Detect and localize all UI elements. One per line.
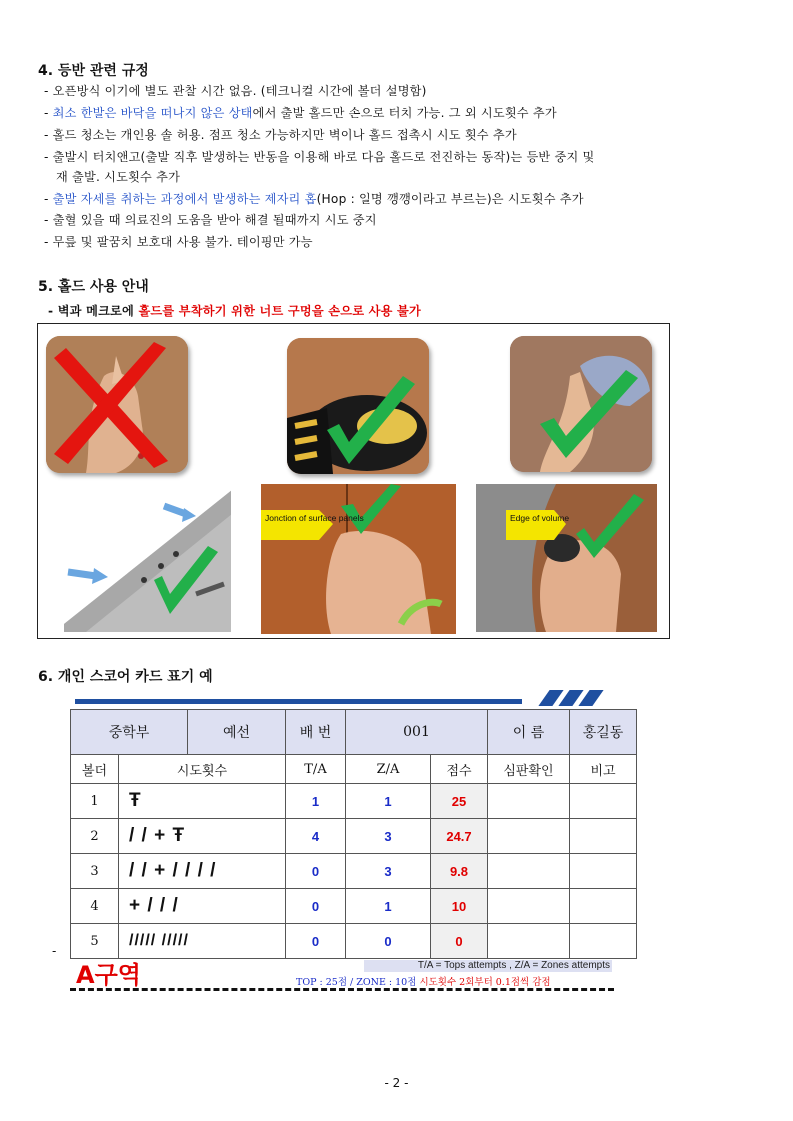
ta-value: 0	[286, 854, 346, 889]
za-value: 3	[346, 854, 431, 889]
rule-line-4b: 재 출발. 시도횟수 추가	[56, 170, 181, 184]
boulder-number: 4	[71, 889, 119, 924]
card-header-row	[71, 755, 637, 784]
rule-line-5: - 출발 자세를 취하는 과정에서 발생하는 제자리 홉(Hop : 일명 깽깽이라고 부르는)은 시도횟수 추가	[44, 192, 584, 206]
card-banner-stripe	[578, 690, 603, 706]
photo-hand-on-hold-allowed	[287, 338, 429, 474]
header-note: 비고	[570, 755, 637, 784]
score-value: 25	[431, 784, 488, 819]
score-value: 9.8	[431, 854, 488, 889]
note-cell	[570, 889, 637, 924]
zone-label: A구역	[76, 961, 141, 989]
za-value: 3	[346, 819, 431, 854]
header-za: Z/A	[346, 755, 431, 784]
ta-value: 0	[286, 889, 346, 924]
stray-dash: -	[52, 944, 57, 958]
photo-finger-in-hold-allowed	[510, 336, 652, 472]
legend-scoring: TOP : 25점 / ZONE : 10점 시도횟수 2회부터 0.1점씩 감점	[296, 977, 551, 988]
judge-cell	[488, 784, 570, 819]
attempt-marks: / / + / / / /	[119, 854, 286, 889]
judge-cell	[488, 854, 570, 889]
za-value: 1	[346, 784, 431, 819]
rule-line-7: - 무릎 및 팔꿈치 보호대 사용 불가. 테이핑만 가능	[44, 235, 313, 249]
photo-volume-nut-holes	[46, 484, 231, 632]
attempt-marks: + / / /	[119, 889, 286, 924]
legend-abbreviations: T/A = Tops attempts , Z/A = Zones attempts	[364, 960, 612, 972]
boulder-number: 5	[71, 924, 119, 959]
hold-note: - 벽과 메크로에 홀드를 부착하기 위한 너트 구멍을 손으로 사용 불가	[48, 304, 421, 318]
card-cut-line	[70, 988, 614, 991]
rule-line-2-highlight: 최소 한발은 바닥을 떠나지 않은 상태	[52, 106, 253, 120]
table-row	[71, 784, 637, 819]
judge-cell	[488, 924, 570, 959]
za-value: 1	[346, 889, 431, 924]
boulder-number: 3	[71, 854, 119, 889]
score-value: 10	[431, 889, 488, 924]
page-number: - 2 -	[384, 1076, 409, 1090]
za-value: 0	[346, 924, 431, 959]
table-row	[71, 819, 637, 854]
section-6-heading: 6. 개인 스코어 카드 표기 예	[38, 669, 213, 685]
boulder-number: 2	[71, 819, 119, 854]
attempt-marks: Ŧ	[119, 784, 286, 819]
note-cell	[570, 854, 637, 889]
bib-number-cell: 001	[346, 710, 488, 755]
round-cell: 예선	[188, 710, 286, 755]
rule-line-3: - 홀드 청소는 개인용 솔 허용. 점프 청소 가능하지만 벽이나 홀드 접촉시 시도 횟수 추가	[44, 128, 517, 142]
photo-edge-of-volume	[476, 484, 657, 632]
header-ta: T/A	[286, 755, 346, 784]
rule-line-2: - 최소 한발은 바닥을 떠나지 않은 상태에서 출발 홀드만 손으로 터치 가능. 그 외 시도횟수 추가	[44, 106, 557, 120]
rule-line-5-highlight: 출발 자세를 취하는 과정에서 발생하는 제자리 홉	[52, 192, 317, 206]
table-row	[71, 924, 637, 959]
header-attempts: 시도횟수	[119, 755, 286, 784]
ta-value: 4	[286, 819, 346, 854]
card-info-row	[71, 710, 637, 755]
name-value-cell: 홍길동	[570, 710, 637, 755]
table-row	[71, 854, 637, 889]
note-cell	[570, 924, 637, 959]
hold-note-warning: 홀드를 부착하기 위한 너트 구멍을 손으로 사용 불가	[138, 304, 421, 318]
card-banner-line	[75, 699, 522, 704]
name-label-cell: 이 름	[488, 710, 570, 755]
judge-cell	[488, 889, 570, 924]
note-cell	[570, 784, 637, 819]
attempt-marks: ///// /////	[119, 924, 286, 959]
section-5-heading: 5. 홀드 사용 안내	[38, 279, 149, 295]
ta-value: 1	[286, 784, 346, 819]
score-value: 24.7	[431, 819, 488, 854]
caption-junction: Jonction of surface panels	[265, 513, 364, 523]
rule-line-6: - 출혈 있을 때 의료진의 도움을 받아 해결 될때까지 시도 중지	[44, 213, 377, 227]
table-row	[71, 889, 637, 924]
caption-edge: Edge of volume	[510, 513, 570, 523]
ta-value: 0	[286, 924, 346, 959]
attempt-marks: / / + Ŧ	[119, 819, 286, 854]
hold-usage-photo-panel	[37, 323, 670, 639]
score-card-table	[70, 709, 637, 959]
header-judge: 심판확인	[488, 755, 570, 784]
photo-junction-of-panels	[261, 484, 456, 634]
boulder-number: 1	[71, 784, 119, 819]
score-value: 0	[431, 924, 488, 959]
section-4-heading: 4. 등반 관련 규정	[38, 63, 149, 79]
bib-label-cell: 배 번	[286, 710, 346, 755]
rule-line-4: - 출발시 터치앤고(출발 직후 발생하는 반동을 이용해 바로 다음 홀드로 전진하는 동작)는 등반 중지 및	[44, 150, 595, 164]
photo-hand-on-nut-hole-forbidden	[46, 336, 188, 473]
division-cell: 중학부	[71, 710, 188, 755]
header-score: 점수	[431, 755, 488, 784]
judge-cell	[488, 819, 570, 854]
rule-line-1: - 오픈방식 이기에 별도 관찰 시간 없음. (테크니컬 시간에 볼더 설명함)	[44, 84, 427, 98]
note-cell	[570, 819, 637, 854]
header-boulder: 볼더	[71, 755, 119, 784]
